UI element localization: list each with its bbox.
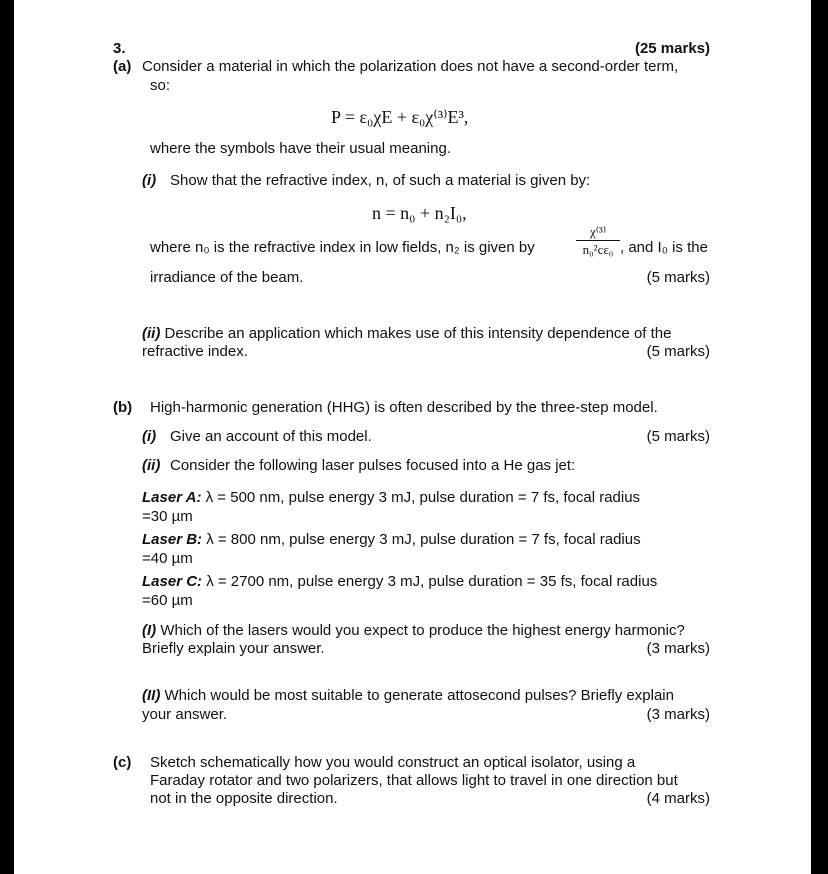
part-a-ii-label: (ii): [142, 325, 161, 342]
laser-b-line1: [142, 531, 641, 549]
part-a-i-text: Show that the refractive index, n, of such a material is given by:: [170, 172, 591, 189]
part-a-ii-marks: (5 marks): [646, 343, 710, 360]
n2-definition-start: where n₀ is the refractive index in low fields, n₂ is given by: [150, 239, 535, 256]
part-b-I-line1: [142, 622, 685, 640]
part-b-i-marks: (5 marks): [646, 428, 710, 445]
laser-c-line1: [142, 573, 657, 591]
part-b-II-line2: your answer.: [142, 706, 228, 723]
part-b-I-text: Which of the lasers would you expect to produce the highest energy harmonic?: [160, 622, 685, 639]
part-b-I-label: (I): [142, 622, 157, 639]
n2-fraction: [576, 224, 620, 257]
part-c-line2: Faraday rotator and two polarizers, that allows light to travel in one direction but: [150, 772, 678, 789]
part-b-label: (b): [113, 399, 133, 416]
page-edge-right: [811, 0, 828, 874]
laser-a-name: Laser A:: [142, 489, 202, 506]
part-a-intro-line1: Consider a material in which the polarization does not have a second-order term,: [142, 58, 679, 75]
part-b-II-label: (II): [142, 687, 161, 704]
part-b-I-marks: (3 marks): [646, 640, 710, 657]
laser-b-params: λ = 800 nm, pulse energy 3 mJ, pulse duration = 7 fs, focal radius: [206, 531, 641, 548]
laser-b-line2: =40 µm: [142, 550, 193, 567]
refractive-index-equation: n = n₀ + n₂I₀,: [372, 203, 467, 223]
part-b-i-text: Give an account of this model.: [170, 428, 372, 445]
part-b-II-line1: [142, 687, 674, 705]
laser-c-name: Laser C:: [142, 573, 203, 590]
part-c-marks: (4 marks): [646, 790, 710, 807]
symbols-note: where the symbols have their usual meaning.: [150, 140, 451, 157]
part-a-i-marks: (5 marks): [646, 269, 710, 286]
question-number: 3.: [113, 40, 126, 57]
part-c-line3: not in the opposite direction.: [150, 790, 338, 807]
part-a-i-label: (i): [142, 172, 157, 189]
part-b-II-marks: (3 marks): [646, 706, 710, 723]
part-b-intro: High-harmonic generation (HHG) is often described by the three-step model.: [150, 399, 658, 416]
part-b-ii-text: Consider the following laser pulses focused into a He gas jet:: [170, 457, 576, 474]
part-a-label: (a): [113, 58, 132, 75]
part-a-ii-text: Describe an application which makes use of this intensity dependence of the: [164, 325, 672, 342]
part-a-intro-line2: so:: [150, 77, 171, 94]
part-a-ii-line2: refractive index.: [142, 343, 248, 360]
laser-c-params: λ = 2700 nm, pulse energy 3 mJ, pulse duration = 35 fs, focal radius: [206, 573, 658, 590]
question-marks: (25 marks): [634, 40, 710, 57]
part-a-ii-line1: [142, 325, 671, 343]
part-b-II-text: Which would be most suitable to generate attosecond pulses? Briefly explain: [164, 687, 674, 704]
part-c-line1: Sketch schematically how you would construct an optical isolator, using a: [150, 754, 636, 771]
page-edge-left: [0, 0, 14, 874]
part-c-label: (c): [113, 754, 132, 771]
laser-c-line2: =60 µm: [142, 592, 193, 609]
polarization-equation: P = ε₀χE + ε₀χ⁽³⁾E³,: [331, 107, 469, 127]
irradiance-text: irradiance of the beam.: [150, 269, 304, 286]
laser-a-params: λ = 500 nm, pulse energy 3 mJ, pulse duration = 7 fs, focal radius: [205, 489, 641, 506]
part-b-I-line2: Briefly explain your answer.: [142, 640, 325, 657]
laser-a-line2: =30 µm: [142, 508, 193, 525]
part-b-i-label: (i): [142, 428, 157, 445]
n2-definition-end: , and I₀ is the: [620, 239, 708, 256]
laser-a-line1: [142, 489, 640, 507]
n2-fraction-denominator: n₀²cε₀: [582, 242, 614, 257]
n2-fraction-numerator: χ⁽³⁾: [589, 224, 607, 239]
fraction-bar: [576, 240, 620, 241]
laser-b-name: Laser B:: [142, 531, 203, 548]
part-b-ii-label: (ii): [142, 457, 161, 474]
